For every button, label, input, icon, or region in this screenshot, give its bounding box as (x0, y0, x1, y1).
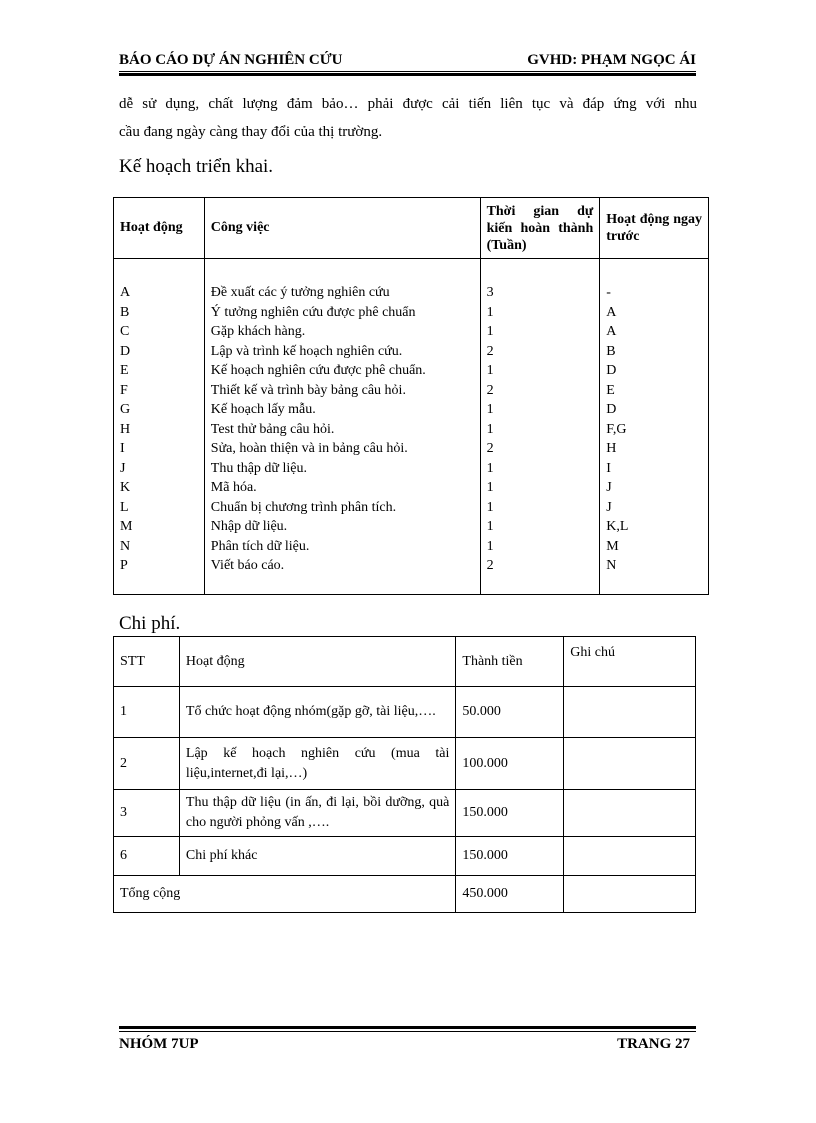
plan-task-text: Phân tích dữ liệu. (210, 538, 310, 554)
plan-task-text: Ý tưởng nghiên cứu được phê chuẩn (210, 304, 416, 320)
plan-task-text: Kế hoạch nghiên cứu được phê chuẩn. (210, 363, 426, 378)
header-supervisor: GVHD: PHẠM NGỌC ÁI (527, 52, 696, 68)
plan-activity-code: N (120, 538, 131, 554)
plan-task-text: Thiết kế và trình bày bảng câu hỏi. (210, 382, 406, 398)
cost-row-activity: Chi phí khác (179, 837, 455, 876)
cost-row (114, 790, 696, 837)
plan-column-activity (114, 259, 205, 595)
cost-row (114, 837, 696, 876)
plan-header-task: Công việc (204, 198, 480, 259)
plan-duration-value: 3 (486, 285, 494, 300)
plan-task-text: Kế hoạch lấy mẫu. (210, 402, 316, 417)
plan-task-text: Thu thập dữ liệu. (210, 460, 308, 476)
footer-page-number: TRANG 27 (617, 1036, 690, 1052)
cost-row-note (564, 687, 696, 738)
cost-row-stt: 2 (114, 738, 180, 790)
plan-activity-code: J (120, 460, 126, 476)
plan-header-predecessor: Hoạt động ngay trước (600, 198, 709, 259)
plan-task-text: Chuẩn bị chương trình phân tích. (210, 499, 397, 515)
plan-duration-value: 2 (486, 558, 494, 573)
plan-activity-code: H (120, 421, 131, 437)
cost-row-note (564, 738, 696, 790)
plan-task-text: Viết báo cáo. (210, 558, 285, 573)
cost-header-row (114, 637, 696, 687)
cost-row-amount: 100.000 (456, 738, 564, 790)
cost-total-row (114, 876, 696, 913)
cost-row-amount: 150.000 (456, 837, 564, 876)
plan-activity-code: F (120, 382, 128, 398)
plan-activity-code: G (120, 402, 131, 417)
plan-predecessor-value: B (606, 343, 616, 359)
footer-group-name: NHÓM 7UP (119, 1036, 199, 1052)
plan-duration-value: 1 (486, 324, 494, 339)
plan-duration-value: 1 (486, 363, 494, 378)
plan-task-text: Lập và trình kế hoạch nghiên cứu. (210, 343, 403, 359)
header-rule-thin (119, 71, 696, 72)
plan-predecessor-value: J (606, 480, 612, 495)
cost-total-label: Tổng cộng (114, 876, 456, 913)
plan-duration-value: 1 (486, 460, 494, 476)
cost-row (114, 687, 696, 738)
cost-total-note (564, 876, 696, 913)
footer-rule-thin (119, 1031, 696, 1032)
page-header (119, 52, 696, 72)
plan-activity-code: P (120, 558, 128, 573)
plan-task-text: Đề xuất các ý tưởng nghiên cứu (210, 285, 390, 300)
cost-row-stt: 6 (114, 837, 180, 876)
plan-duration-value: 1 (486, 499, 494, 515)
intro-line-2: cầu đang ngày càng thay đổi của thị trường. (119, 124, 383, 140)
cost-row-amount: 50.000 (456, 687, 564, 738)
plan-predecessor-value: A (606, 324, 617, 339)
plan-column-predecessor (600, 259, 709, 595)
cost-row-activity: Tổ chức hoạt động nhóm(gặp gỡ, tài liệu,…. (179, 687, 455, 738)
cost-header-stt: STT (114, 637, 180, 687)
plan-activity-code: L (120, 499, 129, 515)
plan-predecessor-value: J (606, 499, 612, 515)
plan-predecessor-value: - (606, 285, 611, 300)
plan-column-duration (480, 259, 600, 595)
cost-header-amount: Thành tiền (456, 637, 564, 687)
plan-predecessor-value: I (606, 460, 611, 476)
plan-activity-code: A (120, 285, 131, 300)
cost-row-amount: 150.000 (456, 790, 564, 837)
cost-header-note: Ghi chú (564, 637, 696, 687)
cost-row (114, 738, 696, 790)
cost-row-note (564, 790, 696, 837)
cost-total-amount: 450.000 (456, 876, 564, 913)
plan-activity-code: D (120, 343, 131, 359)
plan-predecessor-value: F,G (606, 421, 627, 437)
plan-task-text: Test thử bảng câu hỏi. (210, 421, 335, 437)
plan-activity-code: M (120, 519, 133, 534)
plan-task-text: Gặp khách hàng. (210, 324, 306, 339)
plan-predecessor-value: A (606, 304, 617, 320)
plan-predecessor-value: N (606, 558, 617, 573)
plan-activity-code: B (120, 304, 130, 320)
plan-activity-code: I (120, 441, 125, 456)
plan-predecessor-value: M (606, 538, 619, 554)
cost-row-stt: 3 (114, 790, 180, 837)
plan-predecessor-value: E (606, 382, 615, 398)
plan-duration-value: 1 (486, 480, 494, 495)
header-report-title: BÁO CÁO DỰ ÁN NGHIÊN CỨU (119, 52, 343, 68)
plan-task-text: Sửa, hoàn thiện và in bảng câu hỏi. (210, 441, 408, 456)
cost-header-activity: Hoạt động (179, 637, 455, 687)
plan-duration-value: 2 (486, 343, 494, 359)
cost-row-stt: 1 (114, 687, 180, 738)
plan-duration-value: 2 (486, 382, 494, 398)
plan-duration-value: 2 (486, 441, 494, 456)
cost-row-note (564, 837, 696, 876)
plan-predecessor-value: D (606, 363, 617, 378)
plan-header-activity: Hoạt động (114, 198, 205, 259)
header-rule-thick (119, 73, 696, 76)
cost-row-activity: Lập kế hoạch nghiên cứu (mua tài liệu,internet,đi lại,…) (179, 738, 455, 790)
plan-column-task (204, 259, 480, 595)
cost-table (113, 636, 696, 913)
plan-duration-value: 1 (486, 304, 494, 320)
plan-duration-value: 1 (486, 402, 494, 417)
footer-rule-thick (119, 1026, 696, 1029)
plan-predecessor-value: K,L (606, 519, 629, 534)
plan-section-title: Kế hoạch triển khai. (119, 156, 274, 177)
plan-predecessor-value: H (606, 441, 617, 456)
plan-duration-value: 1 (486, 421, 494, 437)
intro-paragraph (119, 90, 697, 146)
plan-task-text: Nhập dữ liệu. (210, 519, 288, 534)
plan-predecessor-value: D (606, 402, 617, 417)
plan-activity-code: K (120, 480, 131, 495)
plan-header-duration: Thời gian dự kiến hoàn thành (Tuần) (480, 198, 600, 259)
plan-header-row (114, 198, 709, 259)
intro-line-1: dễ sử dụng, chất lượng đảm bảo… phải được cải tiến liên tục và đáp ứng với nhu (119, 96, 697, 112)
cost-row-activity: Thu thập dữ liệu (in ấn, đi lại, bồi dưỡng, quà cho người phỏng vấn ,…. (179, 790, 455, 837)
plan-duration-value: 1 (486, 538, 494, 554)
plan-activity-code: C (120, 324, 130, 339)
plan-body-row (114, 259, 709, 595)
cost-section-title: Chi phí. (119, 613, 181, 634)
plan-activity-code: E (120, 363, 129, 378)
plan-task-text: Mã hóa. (210, 480, 257, 495)
plan-duration-value: 1 (486, 519, 494, 534)
plan-table (113, 197, 709, 595)
